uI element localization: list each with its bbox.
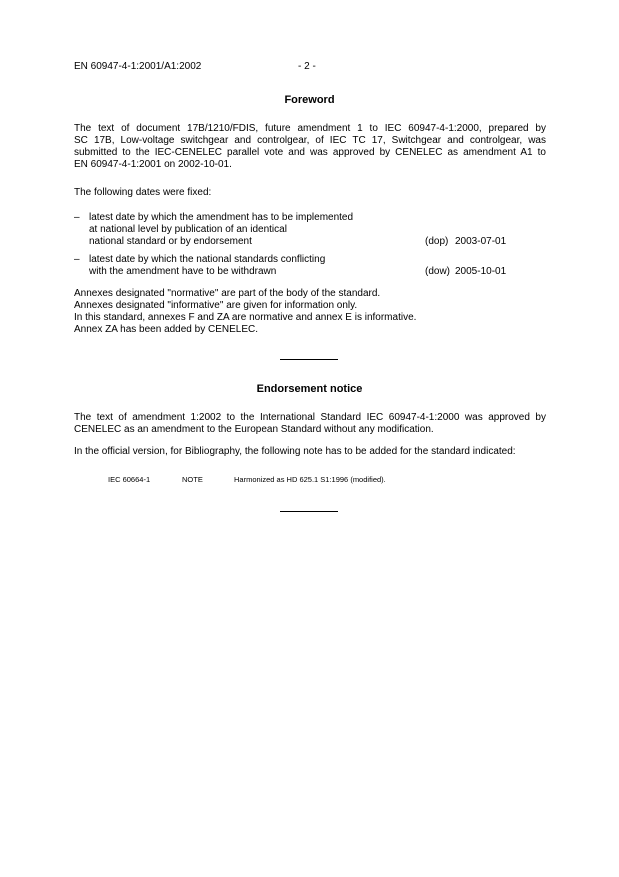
annex-line: Annexes designated "informative" are given for information only.: [74, 300, 358, 311]
page-number: - 2 -: [298, 61, 316, 72]
endorsement-line: CENELEC as an amendment to the European Standard without any modification.: [74, 424, 434, 435]
section-divider: [280, 511, 338, 512]
date-item-text: national standard or by endorsement: [89, 236, 252, 247]
foreword-intro-line: submitted to the IEC-CENELEC parallel vote and was approved by CENELEC as amendment A1 to: [74, 147, 546, 158]
document-id: EN 60947-4-1:2001/A1:2002: [74, 61, 202, 72]
date-code: (dow): [425, 266, 451, 277]
date-item-text: at national level by publication of an identical: [89, 224, 287, 235]
official-version-line: In the official version, for Bibliography, the following note has to be added for the standard indicated:: [74, 446, 516, 457]
annex-line: In this standard, annexes F and ZA are normative and annex E is informative.: [74, 312, 417, 323]
foreword-intro-line: EN 60947-4-1:2001 on 2002-10-01.: [74, 159, 232, 170]
dates-intro: The following dates were fixed:: [74, 187, 212, 198]
dash-bullet: –: [74, 212, 80, 223]
annex-line: Annex ZA has been added by CENELEC.: [74, 324, 259, 335]
section-divider: [280, 359, 338, 360]
date-item-text: latest date by which the amendment has to be implemented: [89, 212, 354, 223]
note-label: NOTE: [182, 475, 203, 484]
foreword-title: Foreword: [284, 94, 335, 106]
note-text: Harmonized as HD 625.1 S1:1996 (modified).: [234, 475, 386, 484]
dash-bullet: –: [74, 254, 80, 265]
date-value: 2005-10-01: [455, 266, 507, 277]
date-item-text: latest date by which the national standards conflicting: [89, 254, 326, 265]
foreword-intro-line: The text of document 17B/1210/FDIS, future amendment 1 to IEC 60947-4-1:2000, prepared by: [74, 123, 546, 134]
endorsement-line: The text of amendment 1:2002 to the International Standard IEC 60947-4-1:2000 was approved by: [74, 412, 546, 423]
note-standard: IEC 60664-1: [108, 475, 151, 484]
endorsement-title: Endorsement notice: [256, 383, 363, 395]
date-item-text: with the amendment have to be withdrawn: [89, 266, 277, 277]
date-code: (dop): [425, 236, 449, 247]
foreword-intro-line: SC 17B, Low-voltage switchgear and controlgear, of IEC TC 17, Switchgear and controlgear, was: [74, 135, 546, 146]
annex-line: Annexes designated "normative" are part of the body of the standard.: [74, 288, 381, 299]
date-value: 2003-07-01: [455, 236, 507, 247]
